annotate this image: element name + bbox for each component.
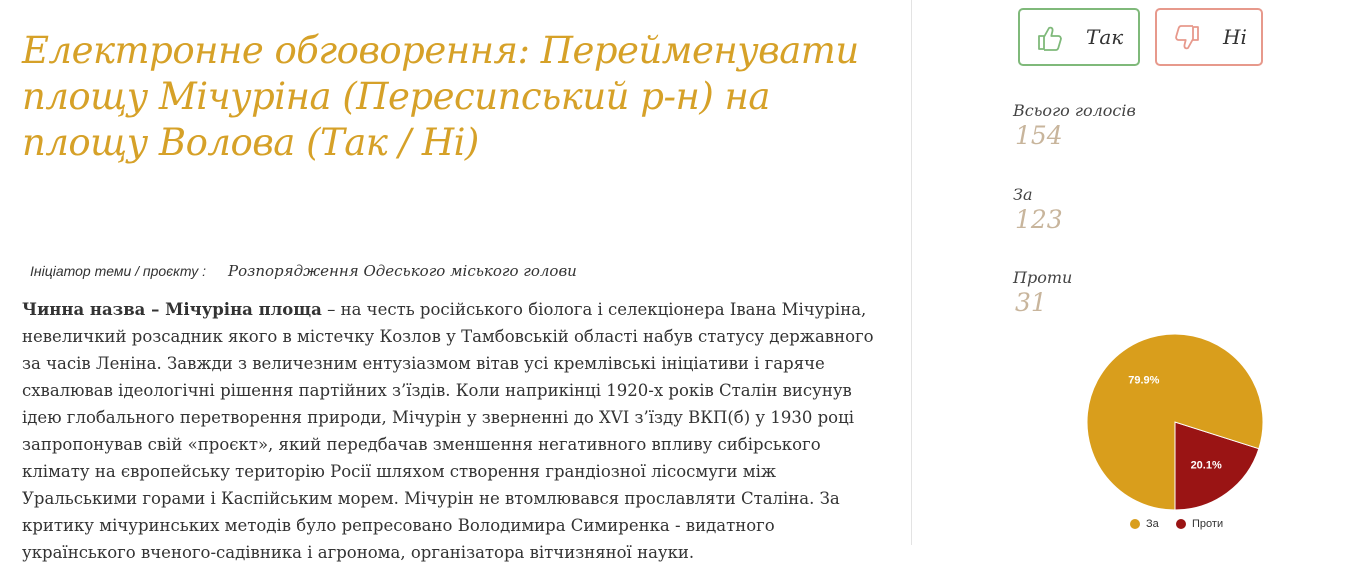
description-body: – на честь російського біолога і селекціонера Івана Мічуріна, невеличкий розсадник якого в містечку Козлов у Тамбовській області набув статусу державного за часів Леніна. Завжди з величезним ентузіазмом вітав усі кремлівські ініціативи і гаряче схвалював ідеологічні рішення партійних з’їздів. Коли наприкінці 1920-х років Сталін висунув ідею глобального перетворення природи, Мічурін у зверненні до XVI з’їзду ВКП(б) у 1930 році запропонував свій «проєкт», який передбачав зменшення негативного впливу сибірського клімату на європейську територію Росії шляхом створення грандіозної лісосмуги між Уральськими горами і Каспійським морем. Мічурін не втомлювався прославляти Сталіна. За критику мічуринських методів було репресовано Володимира Симиренка - видатного українського вченого-садівника і агронома, організатора вітчизняної науки. bbox=[22, 300, 874, 562]
pie-label-for: 79.9% bbox=[1128, 374, 1160, 387]
description-lead: Чинна назва – Мічуріна площа bbox=[22, 300, 322, 319]
legend-for-label: За bbox=[1146, 518, 1159, 530]
legend-against-swatch bbox=[1176, 519, 1186, 529]
vote-yes-button[interactable] bbox=[1018, 8, 1140, 66]
vote-yes-label: Так bbox=[1086, 25, 1124, 49]
votes-for-label: За bbox=[1013, 185, 1033, 204]
description-text bbox=[22, 296, 882, 566]
votes-for-value: 123 bbox=[1015, 205, 1063, 234]
vote-no-button[interactable] bbox=[1155, 8, 1263, 66]
total-votes-label: Всього голосів bbox=[1013, 101, 1136, 120]
total-votes-value: 154 bbox=[1015, 121, 1063, 150]
votes-against-value: 31 bbox=[1015, 288, 1047, 317]
page-title: Електронне обговорення: Перейменувати площу Мічуріна (Пересипський р-н) на площу Волова (Так / Ні) bbox=[22, 29, 859, 164]
initiator-row bbox=[30, 262, 577, 280]
pie-label-against: 20.1% bbox=[1190, 459, 1222, 472]
thumbs-down-icon bbox=[1173, 24, 1201, 52]
column-divider bbox=[911, 0, 912, 545]
thumbs-up-icon bbox=[1036, 24, 1064, 52]
vote-no-label: Ні bbox=[1223, 25, 1247, 49]
vote-pie-chart bbox=[1075, 322, 1275, 518]
legend-item-against bbox=[1176, 518, 1223, 530]
initiator-value: Розпорядження Одеського міського голови bbox=[228, 262, 577, 280]
legend-item-for bbox=[1130, 518, 1159, 530]
legend-for-swatch bbox=[1130, 519, 1140, 529]
votes-against-label: Проти bbox=[1013, 268, 1073, 287]
initiator-label: Ініціатор теми / проєкту : bbox=[30, 263, 207, 279]
legend-against-label: Проти bbox=[1192, 518, 1224, 530]
